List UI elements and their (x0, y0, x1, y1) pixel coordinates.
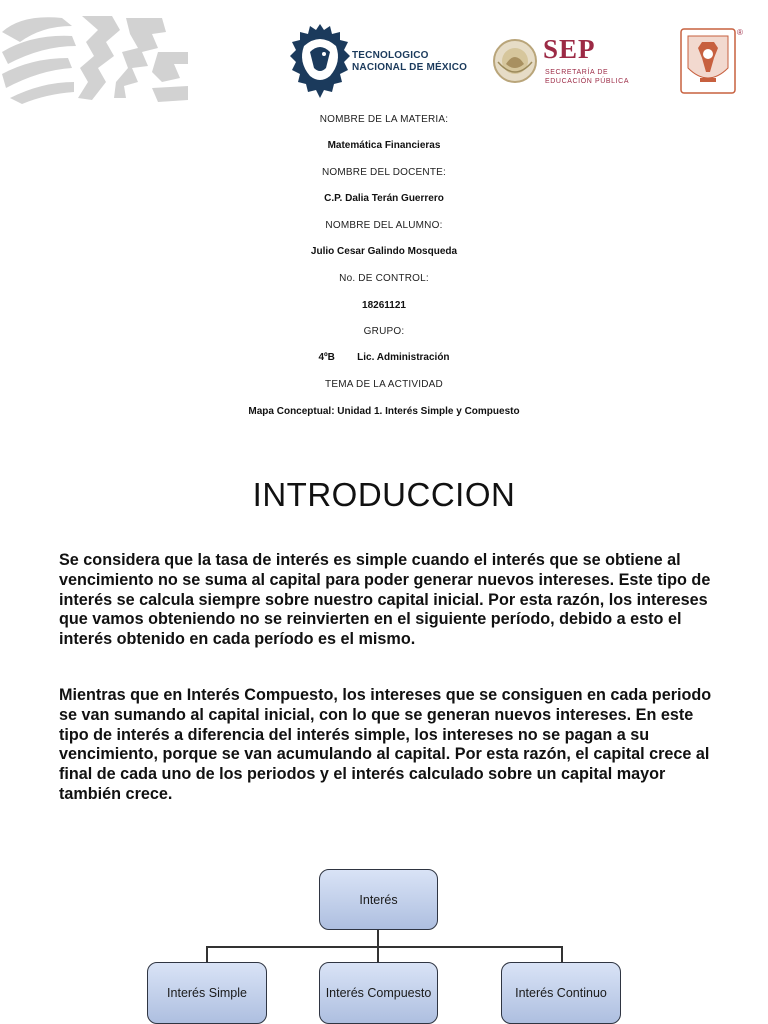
subject-label: NOMBRE DE LA MATERIA: (319, 114, 449, 125)
registered-mark-icon: ® (737, 28, 743, 37)
connector-compuesto (377, 946, 379, 962)
control-label: No. DE CONTROL: (339, 273, 429, 284)
intro-title: INTRODUCCION (252, 476, 516, 513)
group-label: GRUPO: (363, 326, 405, 337)
subject-value: Matemática Financieras (327, 140, 441, 151)
node-interes: Interés (319, 869, 438, 930)
sep-logo: SEP (543, 34, 596, 64)
node-interes-simple: Interés Simple (147, 962, 267, 1024)
teacher-value: C.P. Dalia Terán Guerrero (324, 193, 444, 204)
sep-subtitle: SECRETARÍA DE EDUCACIÓN PÚBLICA (545, 69, 630, 85)
connector-horizontal (206, 946, 562, 948)
connector-root (377, 930, 379, 947)
institute-shield-logo (680, 28, 736, 94)
topic-value: Mapa Conceptual: Unidad 1. Interés Simple y Compuesto (248, 406, 520, 417)
tecnm-name: TECNOLOGICO NACIONAL DE MÉXICO (352, 50, 468, 73)
connector-simple (206, 946, 208, 962)
intro-paragraph-2: Mientras que en Interés Compuesto, los intereses que se consiguen en cada periodo se van sumando al capital inicial, con lo que se generan nuevos intereses. En este tipo de interés a diferencia del interés simple, los intereses no se pagan a su vencimiento, porque se van acumulando al capital. Por esta razón, el capital crece al final de cada uno de los periodos y el interés calculado sobre un capital mayor también crece. (59, 686, 712, 803)
teacher-label: NOMBRE DEL DOCENTE: (321, 167, 446, 178)
intro-paragraph-1: Se considera que la tasa de interés es simple cuando el interés que se obtiene al vencimiento no se suma al capital para poder generar nuevos intereses. Este tipo de interés se calcula siempre sobre nuestro capital inicial. Por esta razón, los intereses que vamos obteniendo no se reinvierten en el siguiente período, debido a esto el interés obtenido en cada período es el mismo. (59, 551, 711, 649)
group-value: 4ºB Lic. Administración (318, 352, 450, 363)
student-value: Julio Cesar Galindo Mosqueda (310, 246, 458, 257)
node-interes-compuesto: Interés Compuesto (319, 962, 438, 1024)
node-interes-continuo: Interés Continuo (501, 962, 621, 1024)
mexico-seal-logo (492, 38, 538, 84)
aztec-warrior-logo (2, 12, 190, 104)
tecnm-eagle-logo (290, 22, 350, 102)
connector-continuo (561, 946, 563, 962)
control-value: 18261121 (362, 300, 406, 311)
topic-label: TEMA DE LA ACTIVIDAD (325, 379, 443, 390)
student-label: NOMBRE DEL ALUMNO: (325, 220, 443, 231)
